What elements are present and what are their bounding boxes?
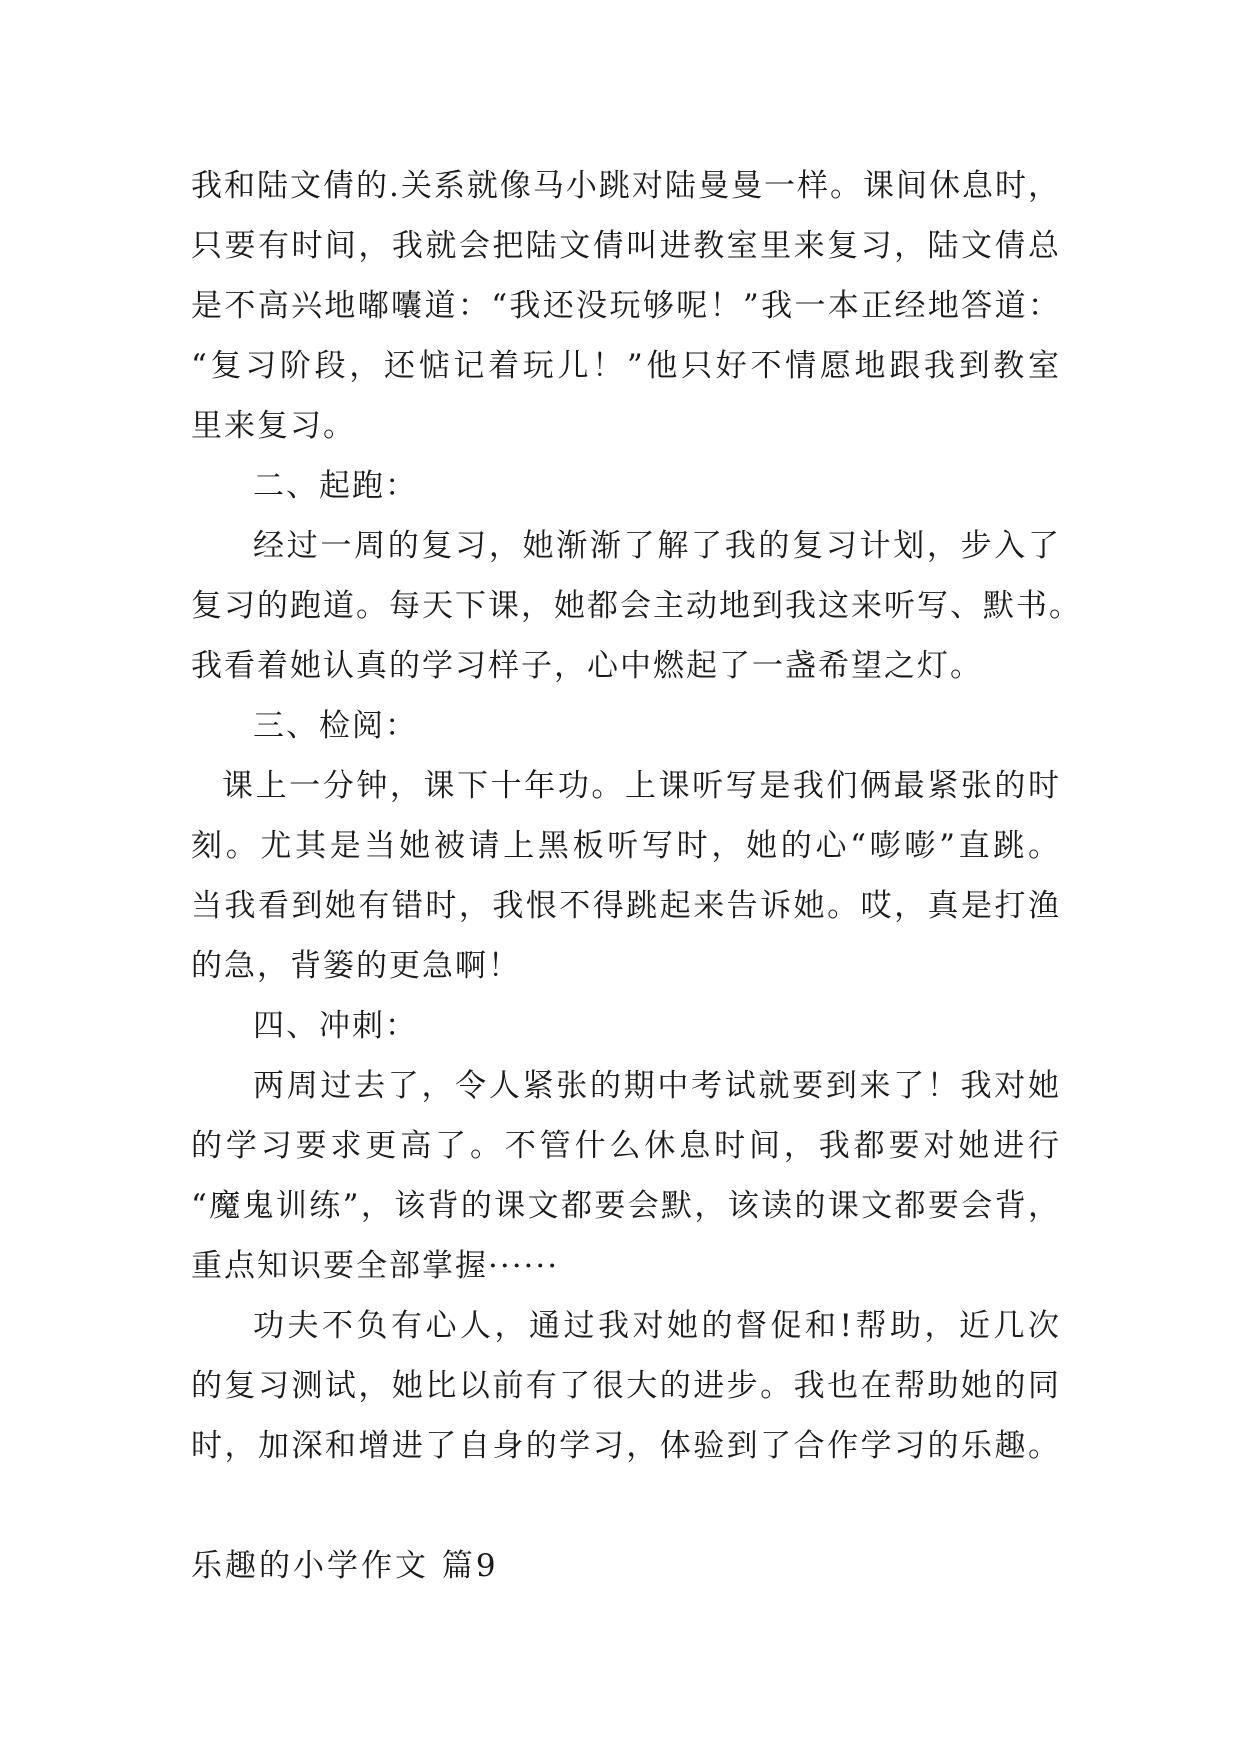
section-heading-start: 二、起跑： — [253, 468, 418, 504]
paragraph-line: 时，加深和增进了自身的学习，体验到了合作学习的乐趣。 — [191, 1428, 1061, 1464]
paragraph-line: 的学习要求更高了。不管什么休息时间，我都要对她进行 — [191, 1128, 1061, 1164]
paragraph-line: “魔鬼训练”，该背的课文都要会默，该读的课文都要会背， — [191, 1188, 1061, 1224]
section-heading-sprint: 四、冲刺： — [253, 1008, 418, 1044]
paragraph-line: 刻。尤其是当她被请上黑板听写时，她的心“嘭嘭”直跳。 — [191, 828, 1061, 864]
paragraph-line: 里来复习。 — [191, 408, 356, 444]
paragraph-line: 我看着她认真的学习样子，心中燃起了一盏希望之灯。 — [191, 648, 983, 684]
paragraph-line: 复习的跑道。每天下课，她都会主动地到我这来听写、默书。 — [191, 588, 1082, 624]
section-title: 乐趣的小学作文 篇9 — [191, 1548, 499, 1584]
paragraph-line: 的复习测试，她比以前有了很大的进步。我也在帮助她的同 — [191, 1368, 1061, 1404]
paragraph-line: “复习阶段，还惦记着玩儿！”他只好不情愿地跟我到教室 — [191, 348, 1061, 384]
paragraph-line: 功夫不负有心人，通过我对她的督促和!帮助，近几次 — [253, 1308, 1061, 1344]
paragraph-line: 只要有时间，我就会把陆文倩叫进教室里来复习，陆文倩总 — [191, 228, 1061, 264]
section-heading-review: 三、检阅： — [253, 708, 418, 744]
paragraph-line: 经过一周的复习，她渐渐了解了我的复习计划，步入了 — [253, 528, 1061, 564]
paragraph-line: 当我看到她有错时，我恨不得跳起来告诉她。哎，真是打渔 — [191, 888, 1061, 924]
paragraph-line: 的急，背篓的更急啊！ — [191, 948, 521, 984]
paragraph-line: 两周过去了，令人紧张的期中考试就要到来了！我对她 — [253, 1068, 1061, 1104]
paragraph-line: 课上一分钟，课下十年功。上课听写是我们俩最紧张的时 — [222, 768, 1061, 804]
paragraph-line: 重点知识要全部掌握······ — [191, 1248, 560, 1284]
paragraph-line: 是不高兴地嘟囔道：“我还没玩够呢！”我一本正经地答道： — [191, 288, 1061, 324]
paragraph-line: 我和陆文倩的.关系就像马小跳对陆曼曼一样。课间休息时， — [191, 168, 1061, 204]
